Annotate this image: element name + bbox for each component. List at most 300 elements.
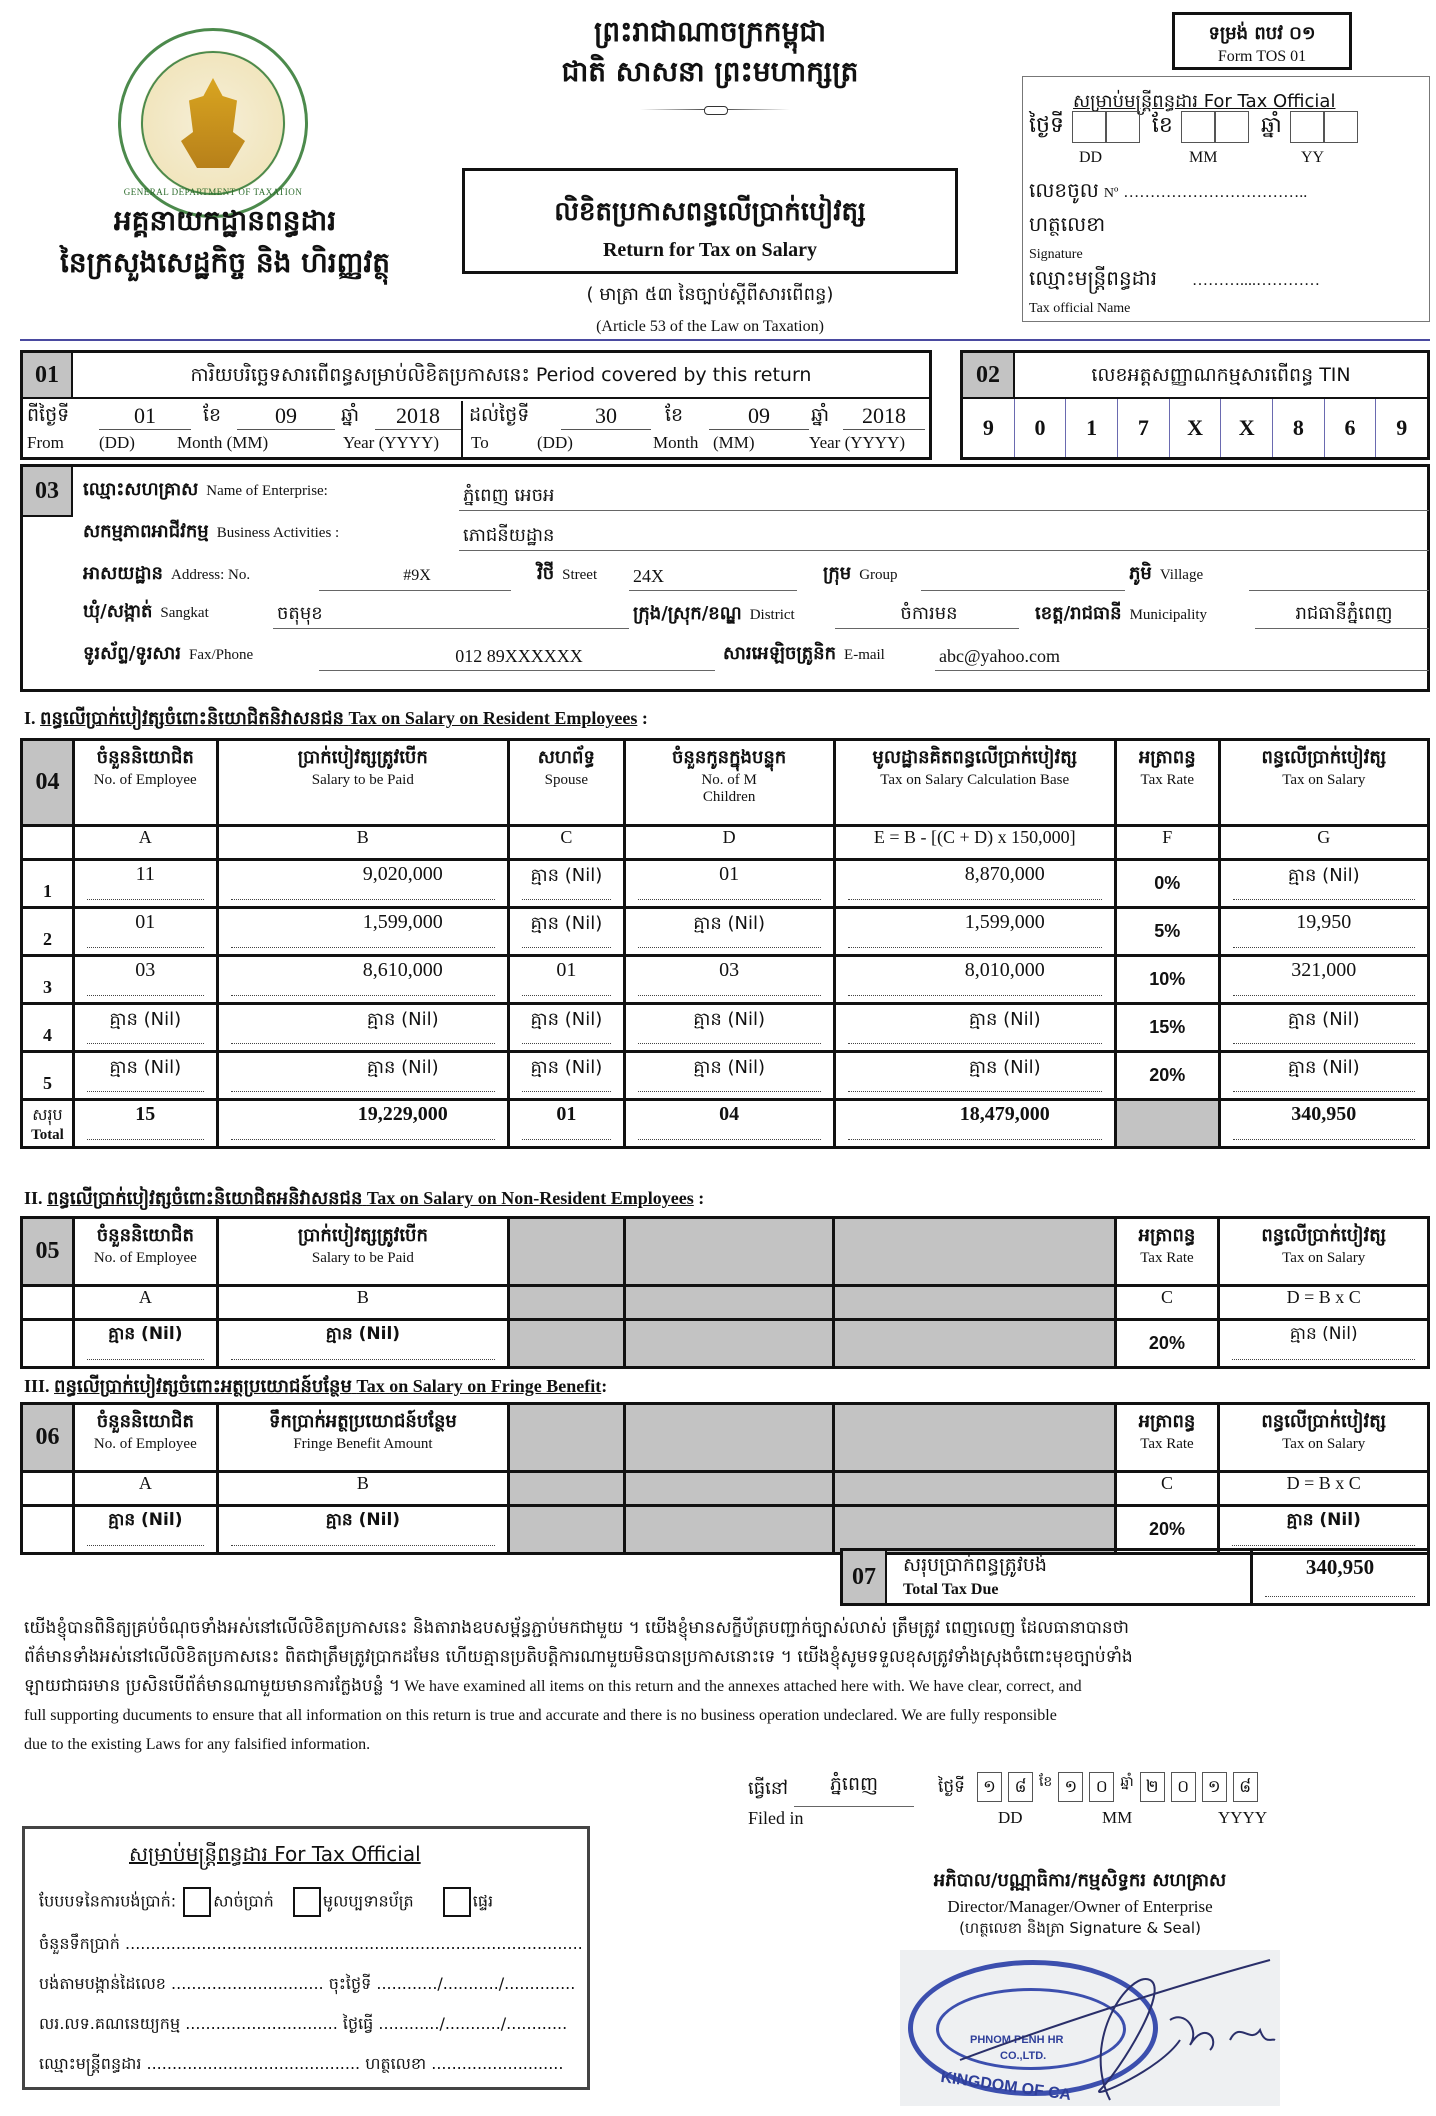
letter-d-formula: D = B x C: [1219, 1472, 1429, 1506]
company-seal-signature: [900, 1950, 1280, 2106]
children-cell[interactable]: 01: [624, 860, 834, 908]
year-box-1[interactable]: [1290, 111, 1324, 143]
amount-field[interactable]: ចំនួនទឹកប្រាក់ ..........................................................................................: [39, 1934, 583, 1953]
tin-digit[interactable]: 9: [963, 399, 1015, 457]
shaded-cell: [834, 1472, 1115, 1506]
employees-cell[interactable]: គ្មាន (Nil): [73, 1506, 217, 1554]
section-II-prefix: II.: [24, 1188, 43, 1208]
letter-a: A: [73, 826, 217, 860]
director-title-kh: អភិបាល/បណ្ណាធិការ/កម្មសិទ្ធករ សហគ្រាស: [933, 1870, 1227, 1891]
employees-cell[interactable]: គ្មាន (Nil): [73, 1320, 217, 1368]
signature-en: Signature: [1029, 247, 1083, 262]
children-cell[interactable]: គ្មាន (Nil): [624, 1052, 834, 1100]
salary-cell[interactable]: គ្មាន (Nil): [217, 1320, 508, 1368]
tin-digits: [963, 399, 1427, 457]
col-header-tax-rate: អត្រាពន្ធ Tax Rate: [1115, 1404, 1219, 1472]
district-field[interactable]: ចំការមន: [835, 601, 1019, 629]
tax-cell[interactable]: គ្មាន (Nil): [1219, 860, 1428, 908]
official-name-kh: ឈ្មោះមន្ត្រីពន្ធដារ: [1029, 266, 1158, 290]
tin-digit[interactable]: 0: [1015, 399, 1067, 457]
village-en: Village: [1159, 567, 1204, 583]
seal-text-ring: KINGDOM OF CA: [939, 2068, 1073, 2105]
seal-text-coltd: CO.,LTD.: [1000, 2050, 1047, 2062]
letter-d: D: [624, 826, 834, 860]
tax-rate-cell: 20%: [1115, 1052, 1219, 1100]
tax-rate-cell: 20%: [1115, 1506, 1219, 1554]
spouse-cell[interactable]: គ្មាន (Nil): [509, 1004, 625, 1052]
letter-b: B: [217, 1286, 508, 1320]
tax-cell[interactable]: គ្មាន (Nil): [1219, 1320, 1429, 1368]
col-header-fringe-amount: ទឹកប្រាក់អត្ថប្រយោជន៍បន្ថែម Fringe Benefit Amount: [217, 1404, 508, 1472]
year-digit-box[interactable]: ១: [1202, 1772, 1227, 1802]
tax-cell[interactable]: គ្មាន (Nil): [1219, 1052, 1428, 1100]
table-row: [22, 1052, 1429, 1100]
from-month-kh: ខែ: [203, 404, 222, 426]
shaded-cell: [509, 1320, 625, 1368]
table-header-row: [22, 740, 1429, 826]
table-row: [22, 1320, 1429, 1368]
section-III-prefix: III.: [24, 1376, 50, 1396]
calc-base-cell[interactable]: គ្មាន (Nil): [834, 1004, 1115, 1052]
section-03-enterprise: [20, 464, 1430, 692]
non-resident-table: [20, 1216, 1430, 1369]
from-day-field[interactable]: 01: [99, 403, 191, 430]
day-digit-box[interactable]: ១: [977, 1772, 1002, 1802]
enterprise-name-field[interactable]: ភ្នំពេញ អេចអ: [459, 483, 1429, 511]
from-kh: ពីថ្ងៃទី: [27, 404, 70, 426]
to-mm-label: (MM): [713, 433, 755, 452]
table-row: [22, 1506, 1429, 1554]
tax-official-top-box: [1022, 76, 1430, 322]
period-title: ការិយបរិច្ឆេទសារពើពន្ធសម្រាប់លិខិតប្រកាសនេះ Period covered by this return: [190, 364, 812, 386]
declaration-text: [24, 1614, 1424, 1759]
tax-rate-cell: 10%: [1115, 956, 1219, 1004]
section-02-tin: [960, 350, 1430, 460]
department-name: [40, 200, 410, 284]
col-header-tax-rate: អត្រាពន្ធ Tax Rate: [1115, 1218, 1219, 1286]
title-kh: លិខិតប្រកាសពន្ធលើប្រាក់បៀវត្ស: [554, 197, 866, 227]
section-number-06: 06: [22, 1404, 74, 1472]
letter-g: G: [1219, 826, 1428, 860]
shaded-cell: [509, 1404, 625, 1472]
total-rate-blank: [1115, 1100, 1219, 1148]
enterprise-name-en: Name of Enterprise:: [206, 483, 328, 499]
resident-employees-table: [20, 738, 1430, 1149]
shaded-cell: [624, 1404, 833, 1472]
from-en: From: [27, 433, 64, 452]
section-I-title-en: Tax on Salary on Resident Employees: [348, 708, 638, 728]
children-cell[interactable]: គ្មាន (Nil): [624, 908, 834, 956]
article-kh: ( មាត្រា ៥៣ នៃច្បាប់ស្តីពីសារពើពន្ធ): [586, 284, 834, 305]
section-I-prefix: I.: [24, 708, 36, 728]
group-en: Group: [859, 567, 898, 583]
total-tax-label: [887, 1551, 1253, 1603]
row-number: 1: [22, 860, 74, 908]
declaration-en-2: full supporting ducuments to ensure that all information on this return is true and accurate and there is no business operation undeclared. We are fully responsible: [24, 1707, 1057, 1724]
logo-caption: GENERAL DEPARTMENT OF TAXATION: [123, 187, 303, 197]
day-label: ថ្ងៃទី: [1029, 113, 1064, 138]
calc-base-cell[interactable]: 8,010,000: [834, 956, 1115, 1004]
form-title-box: [462, 168, 958, 274]
column-letter-row: [22, 826, 1429, 860]
tin-digit[interactable]: 8: [1273, 399, 1325, 457]
shaded-cell: [834, 1404, 1115, 1472]
section-number-04: 04: [22, 740, 74, 826]
salary-cell[interactable]: 1,599,000: [217, 908, 508, 956]
shaded-cell: [834, 1286, 1115, 1320]
ornament-divider-icon: [640, 106, 790, 114]
email-field[interactable]: abc@yahoo.com: [935, 643, 1429, 671]
tax-cell[interactable]: គ្មាន (Nil): [1219, 1506, 1429, 1554]
phone-label: [83, 641, 253, 668]
group-field[interactable]: [921, 563, 1125, 591]
receipt-number-field[interactable]: បង់តាមបង្កាន់ដៃលេខ .............................. ចុះថ្ងៃទី ............/.........../..............: [39, 1974, 576, 1993]
village-kh: ភូមិ: [1129, 563, 1152, 584]
declaration-kh-1: យើងខ្ញុំបានពិនិត្យគ្រប់ចំណុចទាំងអស់នៅលើលិខិតប្រកាសនេះ និងតារាងឧបសម្ព័ន្ធភ្ជាប់មកជាមួយ ។ យើងខ្ញុំមានសក្ខីប័ត្របញ្ជាក់ច្បាស់លាស់ ត្រឹមត្រូវ ពេញលេញ ដែលធានាបានថា: [24, 1618, 1129, 1638]
from-dd-label: (DD): [99, 433, 135, 452]
to-yyyy-label: Year (YYYY): [809, 433, 906, 452]
official-name-signature-field[interactable]: ឈ្មោះមន្ត្រីពន្ធដារ .......................................... ហត្ថលេខា ..........................: [39, 2054, 564, 2073]
letter-f: F: [1115, 826, 1219, 860]
crest-icon: [141, 51, 285, 195]
form-code-box: [1172, 12, 1352, 70]
village-field[interactable]: [1249, 563, 1429, 591]
shaded-cell: [834, 1506, 1115, 1554]
tin-digit[interactable]: 9: [1396, 415, 1408, 440]
to-month-field[interactable]: 09: [709, 403, 809, 430]
official-date-row: [1029, 111, 1358, 143]
tax-cell[interactable]: 321,000: [1219, 956, 1428, 1004]
entry-number: [1029, 177, 1307, 207]
letter-a: A: [73, 1472, 217, 1506]
tax-official-title: សម្រាប់មន្ត្រីពន្ធដារ For Tax Official: [1073, 91, 1336, 112]
enterprise-name-kh: ឈ្មោះសហគ្រាស: [83, 479, 199, 500]
mm-label: MM: [1102, 1808, 1133, 1827]
month-box-1[interactable]: [1181, 111, 1215, 143]
total-employees: 15: [73, 1100, 217, 1148]
year-digit-box[interactable]: ០: [1171, 1772, 1196, 1802]
section-II-title-kh: ពន្ធលើប្រាក់បៀវត្សចំពោះនិយោជិតអនិវាសនជន: [47, 1188, 363, 1209]
section-II-title: II. ពន្ធលើប្រាក់បៀវត្សចំពោះនិយោជិតអនិវាសនជន Tax on Salary on Non-Resident Employees :: [24, 1188, 705, 1209]
kingdom-motto: [480, 12, 940, 92]
tax-cell[interactable]: គ្មាន (Nil): [1219, 1004, 1428, 1052]
section-III-title: III. ពន្ធលើប្រាក់បៀវត្សចំពោះអត្ថប្រយោជន៍បន្ថែម Tax on Salary on Fringe Benefit:: [24, 1376, 608, 1397]
tax-official-bottom-title: សម្រាប់មន្ត្រីពន្ធដារ For Tax Official: [129, 1842, 421, 1866]
fringe-benefit-table: [20, 1402, 1430, 1555]
col-header-tax-on-salary: ពន្ធលើប្រាក់បៀវត្ស Tax on Salary: [1219, 1218, 1429, 1286]
spouse-cell[interactable]: គ្មាន (Nil): [509, 1052, 625, 1100]
official-name-field[interactable]: [1029, 265, 1320, 318]
employees-cell[interactable]: 03: [73, 956, 217, 1004]
to-dd-label: (DD): [537, 433, 573, 452]
letter-a: A: [73, 1286, 217, 1320]
period-from: [23, 401, 463, 459]
department-line1: អគ្គនាយកដ្ឋានពន្ធដារ: [113, 204, 337, 237]
group-kh: ក្រុម: [823, 563, 852, 584]
tax-cell[interactable]: 19,950: [1219, 908, 1428, 956]
department-line2: នៃក្រសួងសេដ្ឋកិច្ច និង ហិរញ្ញវត្ថុ: [60, 246, 390, 279]
street-en: Street: [562, 567, 598, 583]
table-row: [22, 908, 1429, 956]
filing-info: [748, 1772, 1388, 1832]
business-activities-kh: សកម្មភាពអាជីវកម្ម: [83, 521, 209, 542]
transfer-checkbox[interactable]: [443, 1887, 471, 1917]
children-cell[interactable]: គ្មាន (Nil): [624, 1004, 834, 1052]
filed-in-kh: ធ្វើនៅ: [748, 1778, 788, 1799]
to-day-field[interactable]: 30: [561, 403, 651, 430]
from-yyyy-label: Year (YYYY): [343, 433, 440, 452]
yyyy-label: YYYY: [1218, 1808, 1268, 1827]
shaded-cell: [509, 1506, 625, 1554]
seal-text-company: PHNOM PENH HR: [970, 2034, 1064, 2046]
letter-c: C: [509, 826, 625, 860]
entry-number-kh: លេខចូល: [1029, 178, 1099, 202]
shaded-cell: [624, 1472, 833, 1506]
tin-digit[interactable]: 1: [1066, 399, 1118, 457]
day-box-1[interactable]: [1072, 111, 1106, 143]
municipality-en: Municipality: [1129, 607, 1208, 623]
yy-label: YY: [1301, 149, 1325, 166]
salary-cell[interactable]: គ្មាន (Nil): [217, 1004, 508, 1052]
handwritten-signature-icon: [900, 1950, 1280, 2106]
signature-kh: ហត្ថលេខា: [1029, 212, 1106, 236]
declaration-kh-2: ព័ត៌មានទាំងអស់នៅលើលិខិតប្រកាសនេះ ពិតជាត្រឹមត្រូវប្រាកដមែន ហើយគ្មានប្រតិបត្តិការណាមួយមិនបានប្រកាសនោះទេ ។ យើងខ្ញុំសូមទទួលខុសត្រូវទាំងស្រុងចំពោះមុខច្បាប់ទាំង: [24, 1647, 1133, 1667]
blank-cell: [22, 1506, 74, 1554]
employees-cell[interactable]: 01: [73, 908, 217, 956]
letter-b: B: [217, 826, 508, 860]
to-month-kh: ខែ: [665, 404, 684, 426]
total-tax-value[interactable]: 340,950: [1253, 1551, 1427, 1603]
from-mm-label: Month (MM): [177, 433, 269, 452]
blank-cell: [22, 1286, 74, 1320]
header-divider: [20, 339, 1430, 341]
year-kh: ឆ្នាំ: [1120, 1774, 1134, 1790]
to-month-label: Month: [653, 433, 699, 452]
street-field[interactable]: 24X: [629, 563, 797, 591]
business-activities-field[interactable]: ភោជនីយដ្ឋាន: [459, 523, 1429, 551]
phone-field[interactable]: 012 89XXXXXX: [319, 643, 715, 671]
address-no-field[interactable]: #9X: [319, 563, 511, 591]
dd-label: DD: [1079, 149, 1103, 166]
payment-method-row: [39, 1887, 493, 1917]
tax-rate-cell: 15%: [1115, 1004, 1219, 1052]
tin-digit[interactable]: X: [1221, 399, 1273, 457]
section-number-01: 01: [23, 353, 73, 397]
letter-e-formula: E = B - [(C + D) x 150,000]: [834, 826, 1115, 860]
tin-digit[interactable]: X: [1170, 399, 1222, 457]
total-tax-kh: សរុបប្រាក់ពន្ធត្រូវបង់: [903, 1554, 1047, 1576]
month-box-2[interactable]: [1215, 111, 1249, 143]
shaded-cell: [624, 1286, 833, 1320]
section-number-02: 02: [963, 353, 1015, 397]
gdt-logo: [118, 28, 308, 218]
year-box-2[interactable]: [1324, 111, 1358, 143]
cheque-checkbox[interactable]: [293, 1887, 321, 1917]
tin-title: លេខអត្តសញ្ញាណកម្មសារពើពន្ធ TIN: [1091, 364, 1351, 386]
col-header-tax-on-salary: ពន្ធលើប្រាក់បៀវត្ស Tax on Salary: [1219, 1404, 1429, 1472]
spouse-cell[interactable]: គ្មាន (Nil): [509, 908, 625, 956]
tax-official-bottom-box: [22, 1826, 590, 2090]
salary-cell[interactable]: 8,610,000: [217, 956, 508, 1004]
to-year-field[interactable]: 2018: [843, 403, 925, 430]
mm-label: MM: [1189, 149, 1218, 166]
tax-rate-cell: 0%: [1115, 860, 1219, 908]
cash-checkbox[interactable]: [183, 1887, 211, 1917]
children-cell[interactable]: 03: [624, 956, 834, 1004]
col-header-employees: ចំនួននិយោជិត No. of Employee: [73, 740, 217, 826]
table-row: [22, 860, 1429, 908]
blank-cell: [22, 1472, 74, 1506]
shaded-cell: [834, 1320, 1115, 1368]
col-header-employees: ចំនួននិយោជិត No. of Employee: [73, 1218, 217, 1286]
section-I-title-kh: ពន្ធលើប្រាក់បៀវត្សចំពោះនិយោជិតនិវាសនជន: [40, 708, 344, 729]
calc-base-cell[interactable]: គ្មាន (Nil): [834, 1052, 1115, 1100]
section-III-title-en: Tax on Salary on Fringe Benefit: [356, 1376, 602, 1396]
year-digit-box[interactable]: ៨: [1233, 1772, 1258, 1802]
district-kh: ក្រុង/ស្រុក/ខណ្ឌ: [633, 603, 742, 624]
from-year-kh: ឆ្នាំ: [341, 404, 360, 426]
form-code-kh: ទម្រង់ ពបវ ០១: [1208, 23, 1316, 44]
phone-kh: ទូរស័ព្ទ/ទូរសារ: [83, 643, 181, 664]
shaded-cell: [624, 1506, 833, 1554]
row-number: 2: [22, 908, 74, 956]
kingdom-line1: ព្រះរាជាណាចក្រកម្ពុជា: [593, 15, 826, 48]
entry-number-field[interactable]: ……………………………..: [1123, 184, 1308, 201]
to-en: To: [471, 433, 489, 452]
row-number: 4: [22, 1004, 74, 1052]
cash-label: សាច់ប្រាក់: [213, 1891, 274, 1911]
month-kh: ខែ: [1038, 1774, 1053, 1790]
title-en: Return for Tax on Salary: [602, 239, 818, 261]
tax-rate-cell: 20%: [1115, 1320, 1219, 1368]
month-digit-box[interactable]: ១: [1058, 1772, 1083, 1802]
official-name-en: Tax official Name: [1029, 301, 1131, 316]
kingdom-line2: ជាតិ សាសនា ព្រះមហាក្សត្រ: [561, 55, 859, 88]
to-kh: ដល់ថ្ងៃទី: [469, 404, 530, 426]
municipality-label: [1035, 601, 1207, 628]
section-number-07: 07: [843, 1551, 887, 1603]
entry-number-en: Nº: [1103, 186, 1119, 201]
month-label: ខែ: [1151, 113, 1173, 138]
sangkat-en: Sangkat: [160, 605, 209, 621]
calc-base-cell[interactable]: 1,599,000: [834, 908, 1115, 956]
salary-cell[interactable]: គ្មាន (Nil): [217, 1052, 508, 1100]
accounting-number-field[interactable]: លរ.លទ.គណនេយ្យកម្ម .............................. ថ្ងៃធ្វើ ............/.........../............: [39, 2014, 568, 2033]
total-row: [22, 1100, 1429, 1148]
col-header-tax-on-salary: ពន្ធលើប្រាក់បៀវត្ស Tax on Salary: [1219, 740, 1428, 826]
employees-cell[interactable]: គ្មាន (Nil): [73, 1052, 217, 1100]
salary-cell[interactable]: 9,020,000: [217, 860, 508, 908]
dd-label: DD: [998, 1808, 1023, 1827]
municipality-field[interactable]: រាជធានីភ្នំពេញ: [1255, 601, 1429, 629]
district-label: [633, 601, 795, 628]
signature-field[interactable]: [1029, 211, 1105, 264]
calc-base-cell[interactable]: 8,870,000: [834, 860, 1115, 908]
year-digit-box[interactable]: ២: [1140, 1772, 1165, 1802]
employees-cell[interactable]: 11: [73, 860, 217, 908]
phone-en: Fax/Phone: [188, 647, 254, 663]
total-label: សរុប Total: [22, 1100, 74, 1148]
shaded-cell: [834, 1218, 1115, 1286]
email-kh: សារអេឡិចត្រូនិក: [723, 643, 837, 664]
letter-c: C: [1115, 1472, 1219, 1506]
table-row: [22, 1004, 1429, 1052]
tin-digit[interactable]: 7: [1118, 399, 1170, 457]
letter-c: C: [1115, 1286, 1219, 1320]
section-number-05: 05: [22, 1218, 74, 1286]
table-header-row: [22, 1218, 1429, 1286]
col-header-salary: ប្រាក់បៀវត្សត្រូវបើក Salary to be Paid: [217, 740, 508, 826]
form-code-en: Form TOS 01: [1217, 48, 1307, 65]
col-header-spouse: សហព័ទ្ធ Spouse: [509, 740, 625, 826]
sangkat-kh: ឃុំ/សង្កាត់: [83, 601, 153, 622]
column-letter-row: [22, 1472, 1429, 1506]
from-year-field[interactable]: 2018: [375, 403, 461, 430]
employees-cell[interactable]: គ្មាន (Nil): [73, 1004, 217, 1052]
sangkat-field[interactable]: ចតុមុខ: [273, 601, 629, 629]
day-digit-box[interactable]: ៨: [1008, 1772, 1033, 1802]
col-header-children: ចំនួនកូនក្នុងបន្ទុក No. of M Children: [624, 740, 834, 826]
declaration-en-3: due to the existing Laws for any falsified information.: [24, 1736, 371, 1753]
day-kh: ថ្ងៃទី: [938, 1777, 965, 1797]
shaded-cell: [509, 1218, 625, 1286]
email-label: [723, 641, 885, 668]
day-box-2[interactable]: [1106, 111, 1140, 143]
section-01-period: [20, 350, 932, 460]
row-number: 3: [22, 956, 74, 1004]
tax-rate-cell: 5%: [1115, 908, 1219, 956]
filed-place-field[interactable]: ភ្នំពេញ: [794, 1772, 914, 1807]
col-header-calc-base: មូលដ្ឋានគិតពន្ធលើប្រាក់បៀវត្ស Tax on Salary Calculation Base: [834, 740, 1115, 826]
director-title-en: Director/Manager/Owner of Enterprise: [947, 1897, 1213, 1916]
letter-d-formula: D = B x C: [1219, 1286, 1429, 1320]
business-activities-en: Business Activities :: [216, 525, 340, 541]
table-header-row: [22, 1404, 1429, 1472]
tin-digit[interactable]: 6: [1325, 399, 1377, 457]
total-spouse: 01: [509, 1100, 625, 1148]
address-label: [83, 561, 250, 588]
column-letter-row: [22, 1286, 1429, 1320]
spouse-cell[interactable]: 01: [509, 956, 625, 1004]
director-signature-block: [860, 1868, 1300, 1941]
blank-cell: [22, 826, 74, 860]
fringe-amount-cell[interactable]: គ្មាន (Nil): [217, 1506, 508, 1554]
article-en: (Article 53 of the Law on Taxation): [596, 318, 824, 335]
shaded-cell: [509, 1472, 625, 1506]
total-calc-base: 18,479,000: [834, 1100, 1115, 1148]
section-07-total-tax: [840, 1548, 1430, 1606]
payment-method-label: បែបបទនៃការបង់ប្រាក់:: [39, 1891, 177, 1911]
section-III-title-kh: ពន្ធលើប្រាក់បៀវត្សចំពោះអត្ថប្រយោជន៍បន្ថែម: [54, 1376, 352, 1397]
email-en: E-mail: [844, 647, 885, 663]
business-activities-label: [83, 519, 339, 546]
letter-b: B: [217, 1472, 508, 1506]
signature-seal-label: (ហត្ថលេខា និងត្រា Signature & Seal): [959, 1919, 1201, 1937]
month-digit-box[interactable]: ០: [1089, 1772, 1114, 1802]
year-label: ឆ្នាំ: [1260, 113, 1282, 138]
shaded-cell: [624, 1320, 833, 1368]
enterprise-name-label: [83, 477, 328, 504]
shaded-cell: [509, 1286, 625, 1320]
shaded-cell: [624, 1218, 833, 1286]
col-header-tax-rate: អត្រាពន្ធ Tax Rate: [1115, 740, 1219, 826]
col-header-employees: ចំនួននិយោជិត No. of Employee: [73, 1404, 217, 1472]
declaration-kh-3: ឡាយជាធរមាន ប្រសិនបើព័ត៌មានណាមួយមានការក្លែងបន្លំ ។: [24, 1676, 401, 1696]
filed-in-en: Filed in: [748, 1808, 804, 1828]
street-label: [537, 561, 597, 588]
spouse-cell[interactable]: គ្មាន (Nil): [509, 860, 625, 908]
from-month-field[interactable]: 09: [237, 403, 335, 430]
